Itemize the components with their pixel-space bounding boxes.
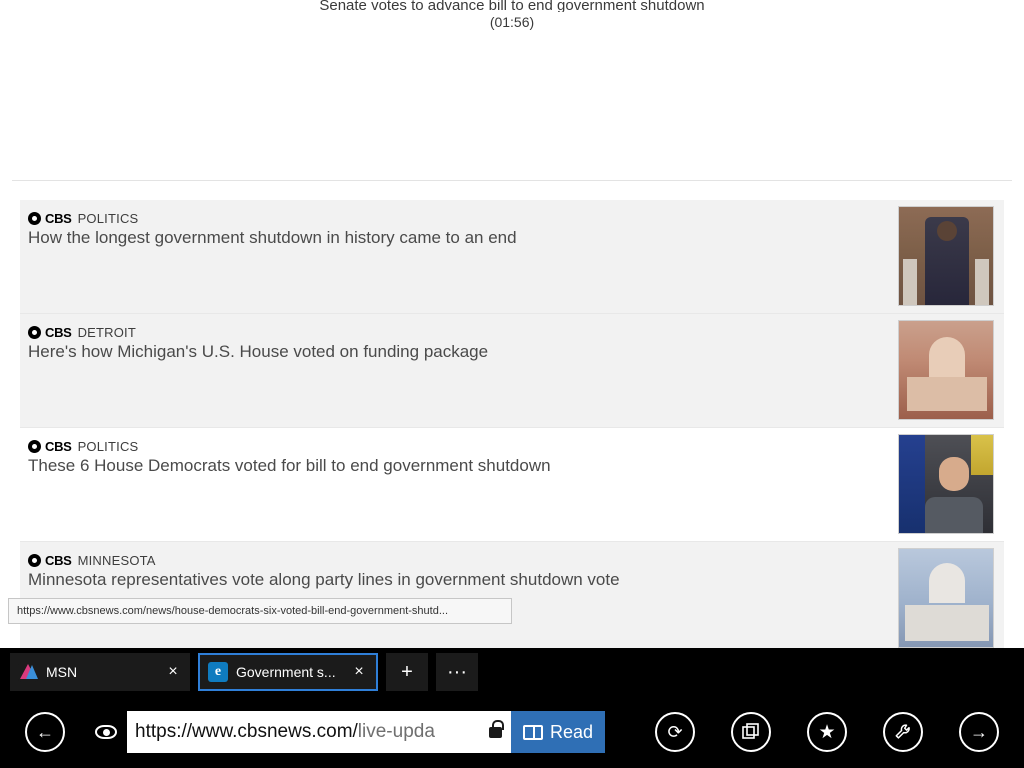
url-domain: https://www.cbsnews.com/	[135, 721, 358, 742]
man-speaking-thumbnail[interactable]	[898, 434, 994, 534]
close-icon[interactable]: ×	[354, 663, 364, 680]
tabs-icon[interactable]	[731, 712, 771, 752]
brand-section: MINNESOTA	[77, 552, 156, 568]
link-preview-status-bar	[8, 598, 512, 624]
cbs-eye-icon	[28, 440, 41, 453]
brand-section: POLITICS	[77, 438, 139, 454]
toolbar-icons	[655, 712, 1024, 752]
story-list	[20, 200, 1004, 648]
wrench-icon[interactable]	[883, 712, 923, 752]
tab-strip	[0, 648, 1024, 696]
brand-name: CBS	[45, 438, 72, 454]
brand-section: DETROIT	[77, 324, 137, 340]
address-bar	[0, 696, 1024, 768]
brand-row	[28, 438, 1004, 454]
brand-row	[28, 552, 1004, 568]
url-field[interactable]	[85, 711, 605, 753]
brand-section: POLITICS	[77, 210, 139, 226]
book-icon	[523, 725, 543, 740]
section-divider	[12, 180, 1012, 181]
new-tab-button[interactable]: +	[386, 653, 428, 691]
brand-row	[28, 324, 1004, 340]
url-path: live-upda	[357, 721, 435, 742]
forward-icon[interactable]: →	[959, 712, 999, 752]
story-headline[interactable]: Minnesota representatives vote along party lines in government shutdown vote	[28, 570, 620, 589]
list-item[interactable]	[20, 200, 1004, 314]
read-button-label: Read	[549, 721, 593, 742]
lock-icon	[481, 727, 511, 738]
brand-row	[28, 210, 1004, 226]
capitol-dusk-thumbnail[interactable]	[898, 320, 994, 420]
list-item[interactable]	[20, 542, 1004, 648]
story-headline[interactable]: These 6 House Democrats voted for bill to end government shutdown	[28, 456, 551, 475]
tab-label: Government s...	[236, 664, 336, 680]
url-text[interactable]	[127, 721, 481, 743]
star-glyph: ★	[818, 721, 836, 743]
list-item[interactable]	[20, 314, 1004, 428]
person-in-doorway-thumbnail[interactable]	[898, 206, 994, 306]
brand-name: CBS	[45, 552, 72, 568]
tab-msn[interactable]	[10, 653, 190, 691]
favorites-star-icon[interactable]	[807, 712, 847, 752]
edge-icon: e	[208, 662, 228, 682]
tab-label: MSN	[46, 664, 78, 680]
refresh-icon[interactable]: ⟳	[655, 712, 695, 752]
read-button[interactable]	[511, 711, 605, 753]
msn-icon	[18, 662, 38, 682]
video-caption	[0, 0, 1024, 30]
back-icon[interactable]: ←	[25, 712, 65, 752]
list-item[interactable]	[20, 428, 1004, 542]
story-headline[interactable]: How the longest government shutdown in history came to an end	[28, 228, 517, 247]
capitol-day-thumbnail[interactable]	[898, 548, 994, 648]
more-options-button[interactable]: ···	[436, 653, 478, 691]
tab-government-shutdown[interactable]	[198, 653, 378, 691]
reading-view-icon[interactable]	[85, 711, 127, 753]
close-icon[interactable]: ×	[168, 663, 178, 680]
video-caption-title: Senate votes to advance bill to end government shutdown	[319, 0, 705, 12]
story-headline[interactable]: Here's how Michigan's U.S. House voted on funding package	[28, 342, 489, 361]
brand-name: CBS	[45, 210, 72, 226]
brand-name: CBS	[45, 324, 72, 340]
cbs-eye-icon	[28, 212, 41, 225]
link-preview-url: https://www.cbsnews.com/news/house-democrats-six-voted-bill-end-government-shutd...	[17, 605, 449, 617]
cbs-eye-icon	[28, 326, 41, 339]
video-duration: (01:56)	[489, 14, 535, 30]
cbs-eye-icon	[28, 554, 41, 567]
